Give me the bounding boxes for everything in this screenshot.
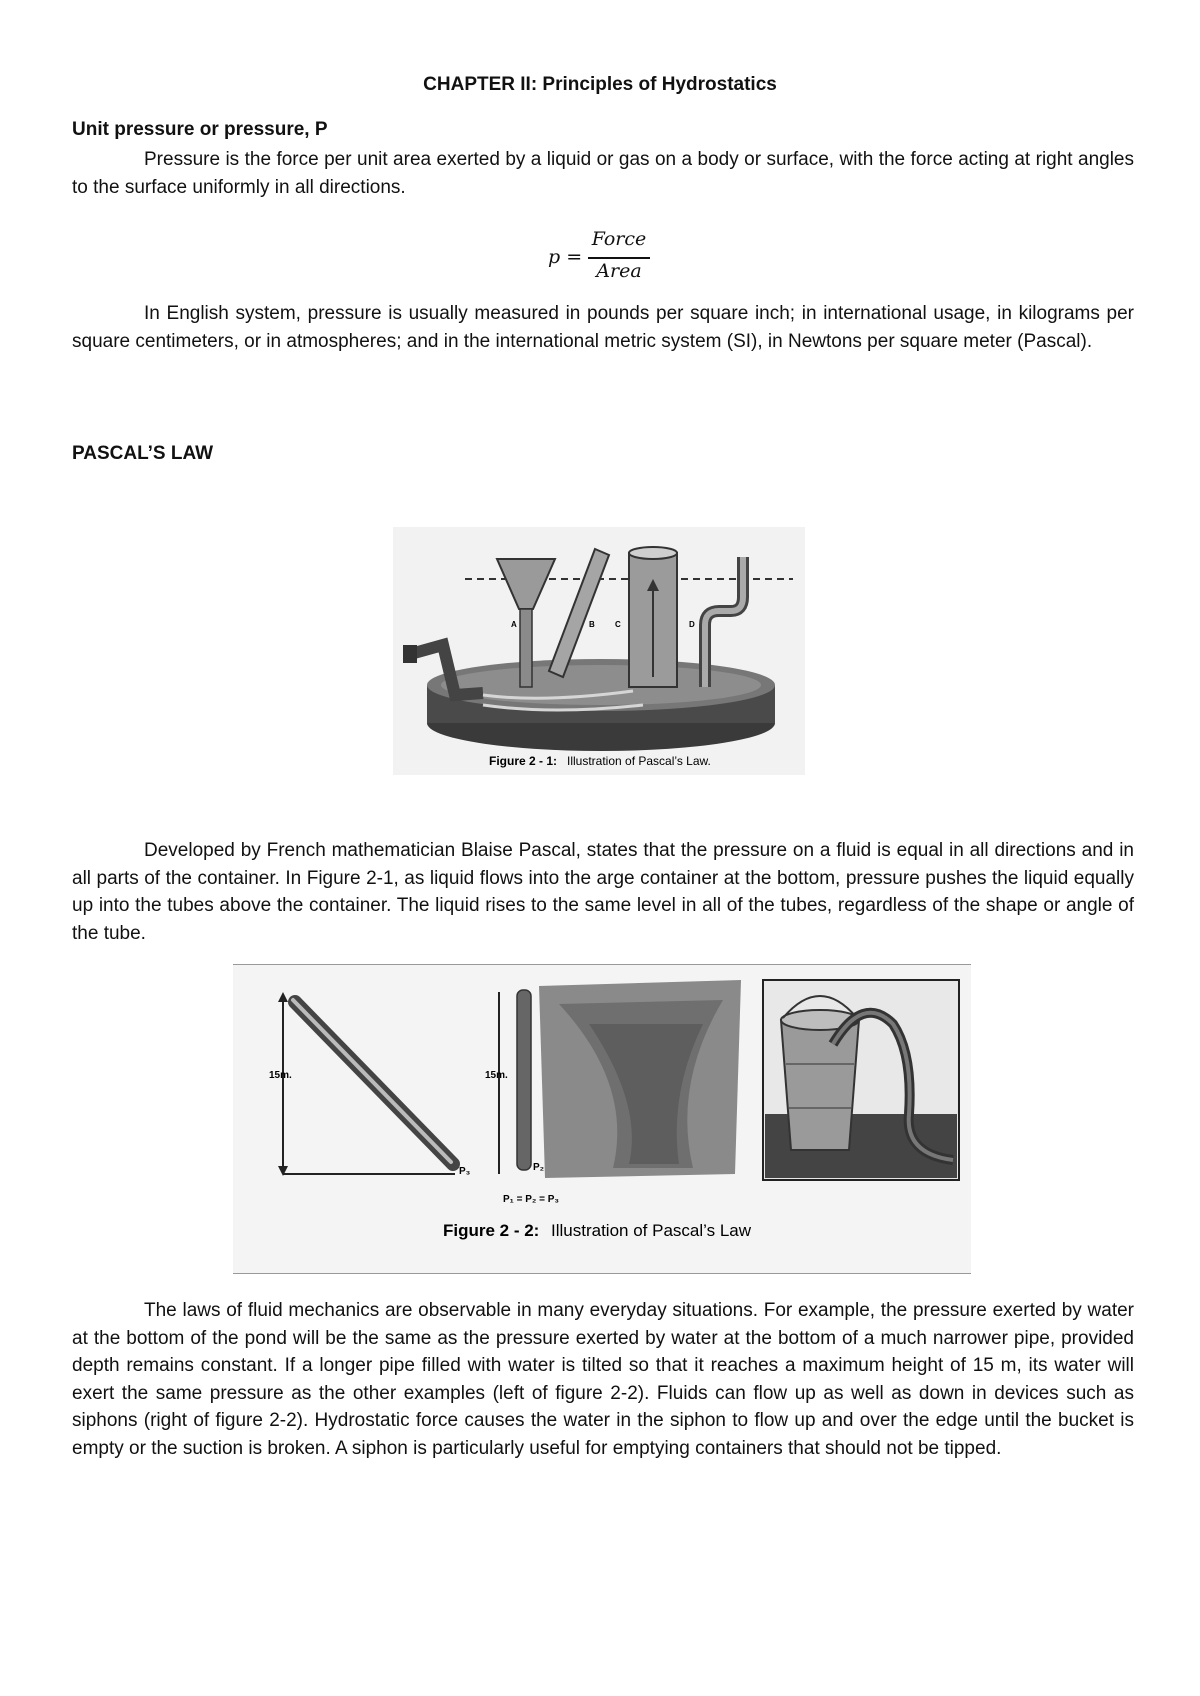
section-heading-pressure: Unit pressure or pressure, P bbox=[72, 119, 328, 140]
section-heading-pascal: PASCAL’S LAW bbox=[72, 443, 214, 464]
paragraph-pascal-law bbox=[72, 837, 1134, 947]
figure-2-1-caption-text: Illustration of Pascal’s Law. bbox=[567, 754, 711, 768]
formula-lhs: p = bbox=[548, 246, 583, 268]
p3-label: P₃ bbox=[459, 1166, 471, 1177]
paragraph-fluid-mechanics bbox=[72, 1297, 1134, 1462]
label-b: B bbox=[589, 620, 595, 629]
fraction-bar bbox=[588, 257, 650, 259]
paragraph-text: In English system, pressure is usually measured in pounds per square inch; in international usage, in kilograms per square centimeters, or in atmospheres; and in the international metric system (SI), in Newtons per square meter (Pascal). bbox=[72, 303, 1134, 352]
p2-label: P₂ bbox=[533, 1162, 545, 1173]
formula-numerator: Force bbox=[591, 228, 647, 250]
paragraph-pressure-definition bbox=[72, 146, 1134, 201]
height-label-1: 15m. bbox=[269, 1070, 292, 1081]
paragraph-text: Developed by French mathematician Blaise Pascal, states that the pressure on a fluid is equal in all directions and in all parts of the container. In Figure 2-1, as liquid flows into the arge container at the bottom, pressure pushes the liquid equally up into the tubes above the container. The liquid rises to the same level in all of the tubes, regardless of the shape or angle of the tube. bbox=[72, 840, 1134, 944]
paragraph-pressure-units bbox=[72, 300, 1134, 355]
figure-2-2-caption-label: Figure 2 - 2: bbox=[443, 1221, 540, 1240]
height-label-2: 15m. bbox=[485, 1070, 508, 1081]
label-c: C bbox=[615, 620, 621, 629]
paragraph-text: Pressure is the force per unit area exerted by a liquid or gas on a body or surface, with the force acting at right angles to the surface uniformly in all directions. bbox=[72, 149, 1134, 198]
paragraph-text: The laws of fluid mechanics are observable in many everyday situations. For example, the pressure exerted by water at the bottom of the pond will be the same as the pressure exerted by water at the bottom of a much narrower pipe, provided depth remains constant. If a longer pipe filled with water is tilted so that it reaches a maximum height of 15 m, its water will exert the same pressure as the other examples (left of figure 2-2). Fluids can flow up as well as down in devices such as siphons (right of figure 2-2). Hydrostatic force causes the water in the siphon to flow up and over the edge until the bucket is empty or the suction is broken. A siphon is particularly useful for emptying containers that should not be tipped. bbox=[72, 1300, 1134, 1459]
pressure-equation: P₁ = P₂ = P₃ bbox=[503, 1194, 560, 1205]
label-d: D bbox=[689, 620, 695, 629]
pascal-tubes-siphon-illustration bbox=[233, 964, 971, 1274]
pascal-vessel-illustration bbox=[393, 527, 805, 775]
chapter-title: CHAPTER II: Principles of Hydrostatics bbox=[423, 74, 777, 95]
figure-2-2 bbox=[233, 964, 971, 1274]
label-a: A bbox=[511, 620, 517, 629]
pressure-formula bbox=[548, 228, 658, 286]
formula-denominator: Area bbox=[596, 260, 642, 282]
figure-2-1-caption-label: Figure 2 - 1: bbox=[489, 754, 558, 768]
figure-2-1 bbox=[393, 527, 805, 775]
figure-2-2-caption-text: Illustration of Pascal’s Law bbox=[551, 1221, 752, 1240]
